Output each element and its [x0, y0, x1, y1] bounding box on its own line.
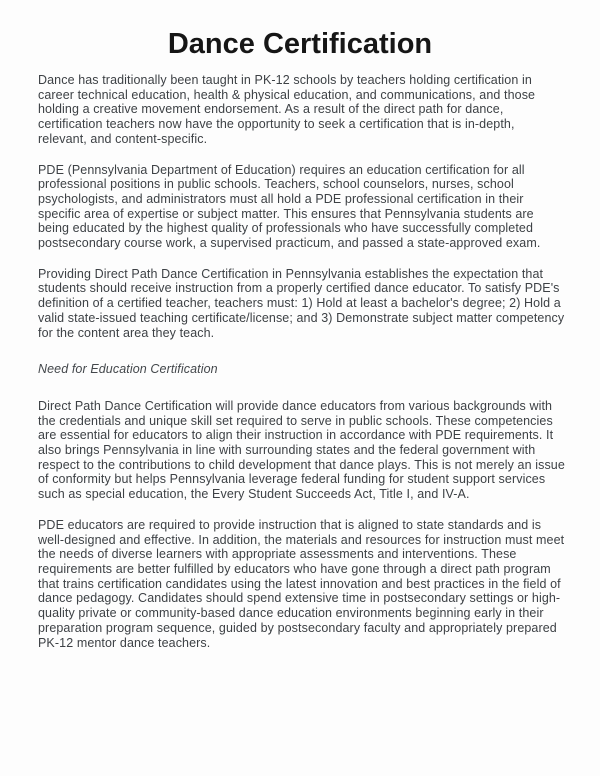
paragraph-pde-requirements: PDE (Pennsylvania Department of Education) requires an education certification for all professional positions in public schools. Teachers, school counselors, nurses, school psychologists, and administrators must all hold a PDE professional certification in their specific area of expertise or subject matter. This ensures that Pennsylvania students are being educated by the highest quality of professionals who have successfully completed postsecondary course work, a supervised practicum, and passed a state-approved exam. [38, 162, 541, 251]
paragraph-intro: Dance has traditionally been taught in PK-12 schools by teachers holding certification in career technical education, health & physical education, and communications, and those holding a creative movement endorsement. As a result of the direct path for dance, certification teachers now have the opportunity to seek a certification that is in-depth, relevant, and content-specific. [38, 73, 536, 146]
paragraph-direct-path-expectation: Providing Direct Path Dance Certification in Pennsylvania establishes the expectation that students should receive instruction from a properly certified dance educator. To satisfy PDE's definition of a certified teacher, teachers must: 1) Hold at least a bachelor's degree; 2) Hold a valid state-issued teaching certificate/license; and 3) Demonstrate subject matter competency for the content area they teach. [38, 266, 565, 340]
section-heading-need-for-education-certification: Need for Education Certification [38, 362, 218, 377]
document-body [38, 73, 565, 650]
paragraph-instruction-standards: PDE educators are required to provide instruction that is aligned to state standards and is well-designed and effective. In addition, the materials and resources for instruction must meet the needs of diverse learners with appropriate assessments and interventions. These requirements are better fulfilled by educators who have gone through a direct path program that trains certification candidates using the latest innovation and best practices in the field of dance pedagogy. Candidates should spend extensive time in postsecondary settings or high-quality private or community-based dance education environments beginning early in their preparation program sequence, guided by postsecondary faculty and appropriately prepared PK-12 mentor dance teachers. [38, 517, 565, 650]
paragraph-credentials-federal-funding: Direct Path Dance Certification will provide dance educators from various backgrounds with the credentials and unique skill set required to serve in public schools. These competencies are essential for educators to align their instruction in accordance with PDE requirements. It also brings Pennsylvania in line with surrounding states and the federal government with respect to the contributions to child development that dance plays. This is not merely an issue of conformity but helps Pennsylvania leverage federal funding for student support services such as special education, the Every Student Succeeds Act, Title I, and IV-A. [38, 398, 565, 502]
page-title: Dance Certification [167, 28, 433, 60]
